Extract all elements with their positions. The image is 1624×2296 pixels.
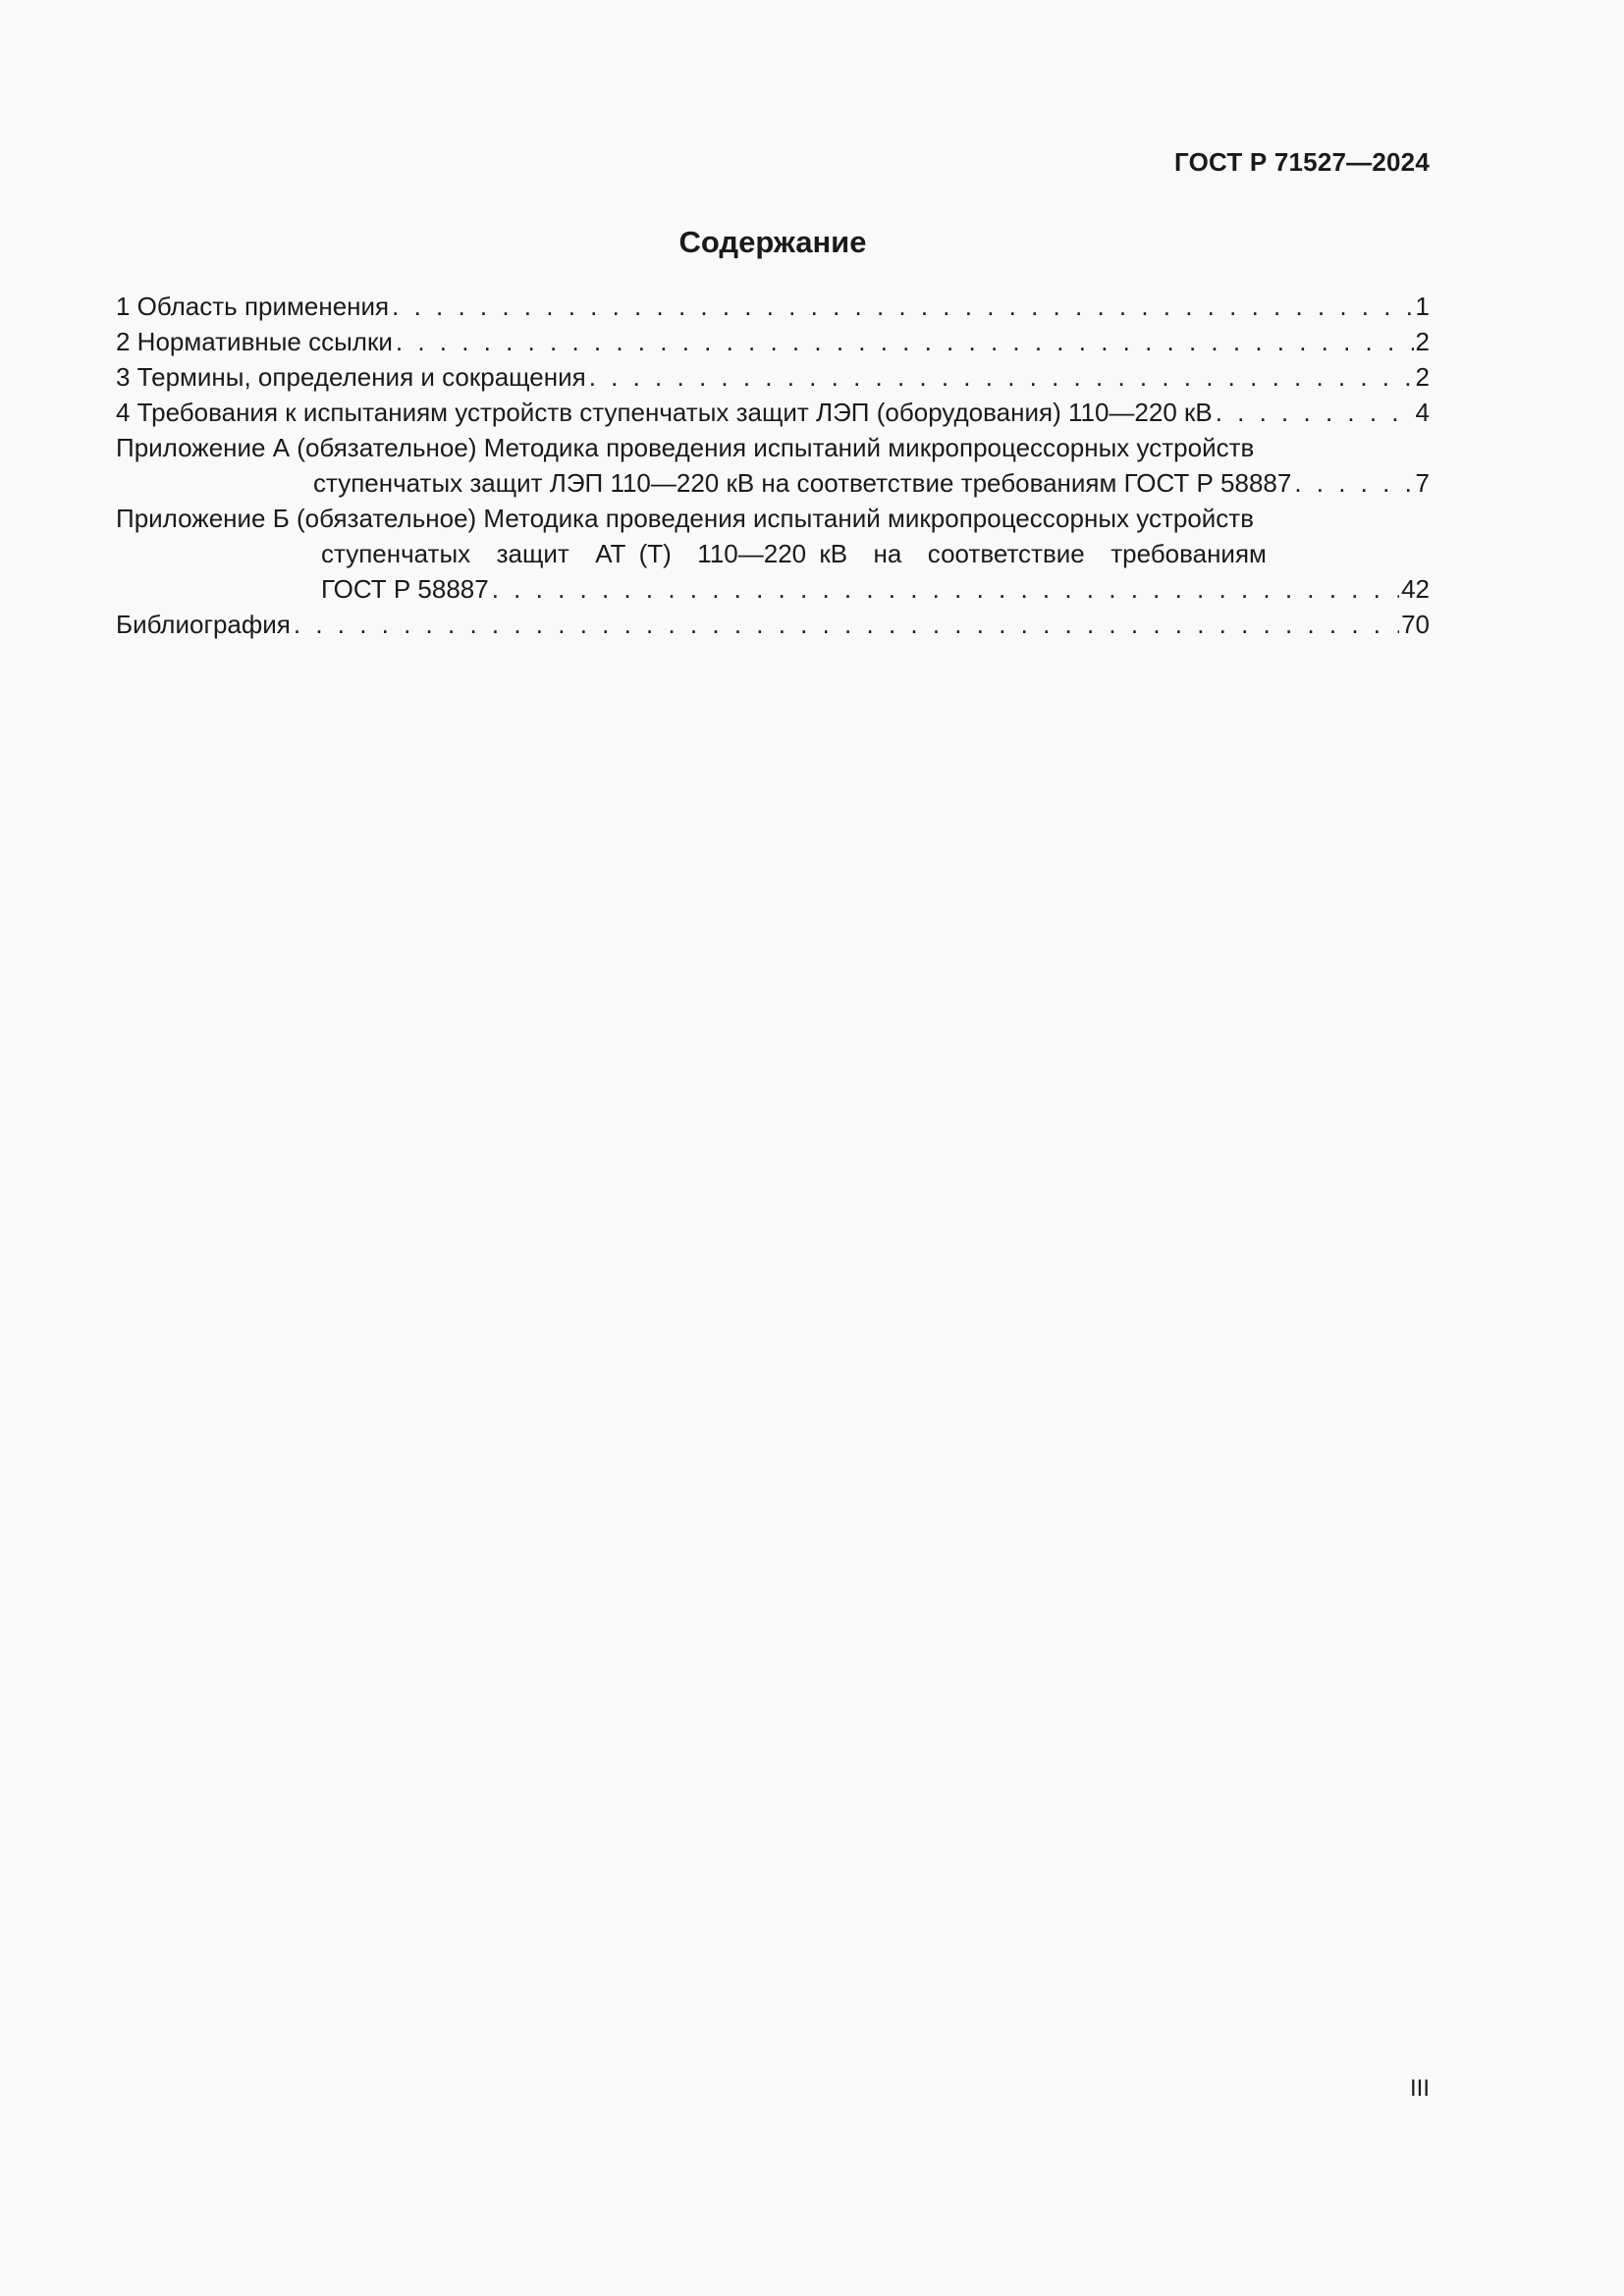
toc-entry-text: 1 Область применения [116,292,390,321]
toc-entry-text-continued: ступенчатых защит ЛЭП 110—220 кВ на соответствие требованиям ГОСТ Р 58887 [313,468,1292,498]
toc-page-number: 2 [1415,327,1430,356]
toc-entry-text: 3 Термины, определения и сокращения [116,362,586,392]
dot-leader [389,289,1413,324]
toc-page-number: 4 [1415,398,1430,427]
toc-entry-appendix-a[interactable] [116,430,1430,501]
document-code: ГОСТ Р 71527—2024 [1174,147,1430,177]
toc-entry-normative-references[interactable] [116,324,1430,359]
toc-entry-terms[interactable] [116,359,1430,395]
dot-leader [586,359,1414,395]
toc-entry-scope[interactable] [116,289,1430,324]
toc-entry-text: Приложение Б (обязательное) Методика проведения испытаний микропроцессорных устройств [116,504,1255,533]
dot-leader [1213,395,1414,430]
toc-page-number: 1 [1415,292,1430,321]
table-of-contents [116,289,1430,642]
toc-entry-text: 4 Требования к испытаниям устройств ступенчатых защит ЛЭП (оборудования) 110—220 кВ [116,398,1213,427]
page-number: III [1409,2075,1430,2102]
dot-leader [1291,465,1413,501]
toc-page-number: 42 [1401,574,1430,604]
toc-entry-text-continued: ступенчатых защит АТ (Т) 110—220 кВ на соответствие требованиям [321,539,1267,568]
toc-entry-text: 2 Нормативные ссылки [116,327,393,356]
toc-page-number: 7 [1415,468,1430,498]
toc-page-number: 2 [1415,362,1430,392]
toc-entry-text-continued: ГОСТ Р 58887 [321,574,489,604]
dot-leader [393,324,1414,359]
toc-entry-appendix-b[interactable] [116,501,1430,607]
dot-leader [489,571,1399,607]
dot-leader [291,607,1399,642]
toc-entry-text: Библиография [116,610,291,639]
toc-entry-test-requirements[interactable] [116,395,1430,430]
toc-entry-text: Приложение А (обязательное) Методика проведения испытаний микропроцессорных устройств [116,433,1255,462]
toc-title: Содержание [678,225,867,259]
toc-entry-bibliography[interactable] [116,607,1430,642]
toc-page-number: 70 [1401,610,1430,639]
